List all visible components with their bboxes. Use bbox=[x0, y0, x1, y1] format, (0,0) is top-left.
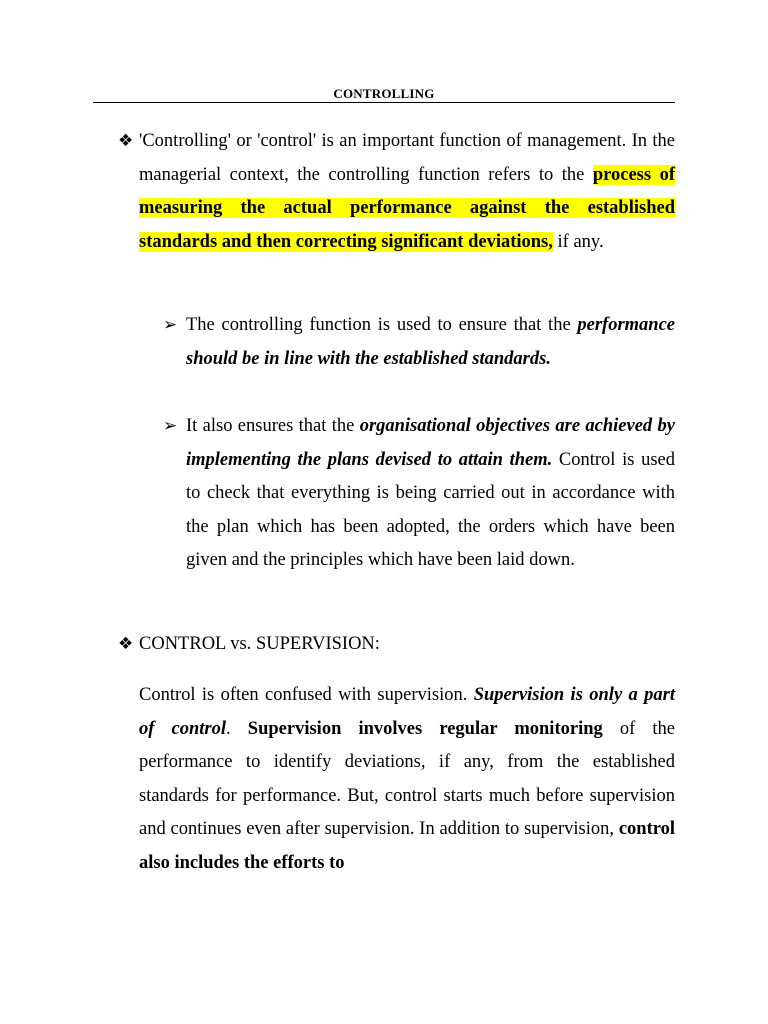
supervision-emphasis: Supervision is only a part of control bbox=[139, 685, 675, 739]
title-underline bbox=[93, 102, 675, 103]
diamond-bullet-icon: ❖ bbox=[118, 131, 134, 151]
sub-point-objectives bbox=[186, 410, 675, 578]
sub-point-text: The controlling function is used to ensure that the bbox=[186, 315, 578, 335]
sub-point-text-end: Control is used to check that everything is being carried out in accordance with the plan which has been adopted, the orders which have been given and the principles which have been laid down. bbox=[186, 449, 676, 570]
definition-paragraph bbox=[139, 125, 675, 259]
supervision-bold-2: control also includes the efforts to bbox=[139, 819, 675, 873]
sub-point-performance bbox=[186, 309, 675, 376]
definition-text-end: if any. bbox=[552, 231, 604, 252]
sub-point-emphasis: organisational objectives are achieved by implementing the plans devised to attain them. bbox=[186, 416, 675, 470]
supervision-text-3: of the performance to identify deviations, if any, from the established standards for performance. But, control starts much before supervision and continues even after supervision. In addition to supervision, bbox=[139, 718, 676, 839]
sub-point-text: It also ensures that the bbox=[186, 416, 360, 436]
arrow-bullet-icon: ➢ bbox=[163, 416, 178, 436]
definition-text-start: 'Controlling' or 'control' is an important function of management. In the managerial context, the controlling function refers to the bbox=[139, 131, 675, 185]
section-heading: CONTROL vs. SUPERVISION: bbox=[139, 634, 380, 654]
supervision-text-2: . bbox=[226, 718, 248, 739]
page-title: CONTROLLING bbox=[333, 86, 435, 101]
arrow-bullet-icon: ➢ bbox=[163, 315, 178, 335]
definition-highlight: process of measuring the actual performance against the established standards and then correcting significant deviations, bbox=[139, 164, 675, 252]
supervision-text-1: Control is often confused with supervision. bbox=[139, 685, 474, 705]
supervision-bold-1: Supervision involves regular monitoring bbox=[247, 718, 603, 739]
sub-point-emphasis: performance should be in line with the established standards. bbox=[186, 315, 675, 369]
supervision-paragraph bbox=[139, 679, 675, 880]
diamond-bullet-icon: ❖ bbox=[118, 634, 134, 654]
